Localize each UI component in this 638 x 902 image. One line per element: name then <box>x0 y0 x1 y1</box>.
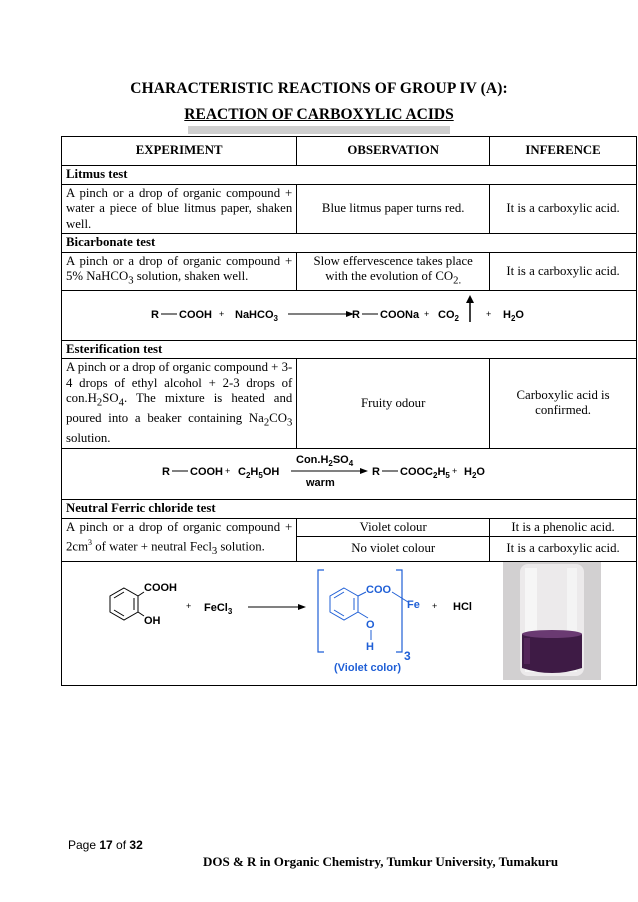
header-experiment: EXPERIMENT <box>62 137 297 166</box>
svg-text:NaHCO3: NaHCO$_3$ <box>235 309 278 324</box>
svg-text:OH: OH <box>144 615 161 628</box>
svg-text:+: + <box>219 309 225 320</box>
esterification-equation <box>62 449 636 495</box>
svg-text:COOH: COOH <box>190 465 223 478</box>
bicarbonate-inference: It is a carboxylic acid. <box>490 252 637 291</box>
ferric-observation-2: No violet colour <box>297 537 490 562</box>
page-number: Page 17 of 32 <box>68 838 143 852</box>
svg-text:COOH: COOH <box>144 582 177 595</box>
section-row-bicarbonate <box>62 234 637 253</box>
svg-text:+: + <box>186 601 192 612</box>
equation-row-3 <box>62 562 637 686</box>
complex-brackets <box>318 570 402 652</box>
svg-text:C2H5OH: $C_2H_5OH$ <box>238 465 280 480</box>
svg-text:O: O <box>366 619 375 632</box>
table-row-litmus <box>62 184 637 234</box>
svg-text:+: + <box>432 601 438 612</box>
svg-text:Fe: Fe <box>407 599 420 612</box>
ferric-inference-2: It is a carboxylic acid. <box>490 537 637 562</box>
section-litmus: Litmus test <box>62 166 637 185</box>
litmus-observation: Blue litmus paper turns red. <box>297 184 490 234</box>
ferric-experiment: A pinch or a drop of organic compound + $2cm^3$ of water + neutral Fecl$_3$ solution. <box>62 518 297 562</box>
svg-text:+: + <box>452 465 458 476</box>
table-row-ferric-1 <box>62 518 637 537</box>
svg-text:+: + <box>424 309 430 320</box>
ferric-observation-1: Violet colour <box>297 518 490 537</box>
bicarbonate-equation <box>62 291 636 335</box>
bicarbonate-observation: Slow effervescence takes place with the evolution of $CO_{2.}$ <box>297 252 490 291</box>
litmus-experiment: A pinch or a drop of organic compound + water a piece of blue litmus paper, shaken well. <box>62 184 297 234</box>
salicylic-acid-structure <box>110 588 144 620</box>
ester-experiment: A pinch or a drop of organic compound + 3-4 drops of ethyl alcohol + 2-3 drops of $con.H_2SO_4$. The mixture is heated and poured into a beaker containing $Na_2CO_3$ solution. <box>62 359 297 449</box>
table-row-bicarbonate <box>62 252 637 291</box>
page-subtitle: REACTION OF CARBOXYLIC ACIDS <box>0 106 638 124</box>
svg-text:COONa: COONa <box>380 309 420 322</box>
test-tube-image <box>503 562 601 680</box>
ferric-inference-1: It is a phenolic acid. <box>490 518 637 537</box>
svg-text:FeCl3: FeCl$_3$ <box>204 602 233 617</box>
svg-text:H: H <box>366 641 374 654</box>
subtitle-highlight <box>188 126 450 134</box>
header-inference: INFERENCE <box>490 137 637 166</box>
section-row-ferric <box>62 500 637 519</box>
svg-text:COOH: COOH <box>179 309 212 322</box>
svg-text:HCl: HCl <box>453 601 472 614</box>
ferric-chloride-equation <box>62 562 636 680</box>
svg-text:R: R <box>151 309 159 322</box>
page-title: CHARACTERISTIC REACTIONS OF GROUP IV (A): <box>130 80 508 97</box>
bicarbonate-experiment: A pinch or a drop of organic compound + 5% NaHCO$_3$ solution, shaken well. <box>62 252 297 291</box>
section-row-litmus <box>62 166 637 185</box>
table-row-ester <box>62 359 637 449</box>
equation-3-cell <box>62 562 637 686</box>
svg-text:3: 3 <box>404 649 411 664</box>
svg-text:CO2: $CO_2$ <box>438 309 459 324</box>
ester-inference: Carboxylic acid is confirmed. <box>490 359 637 449</box>
svg-text:H2O: $H_2O$ <box>503 309 524 324</box>
svg-text:COOC2H5: $COOC_2H_5$ <box>400 465 450 480</box>
svg-text:warm: warm <box>306 476 335 489</box>
equation-row-1 <box>62 291 637 341</box>
header-observation: OBSERVATION <box>297 137 490 166</box>
section-row-ester <box>62 340 637 359</box>
footer-department: DOS & R in Organic Chemistry, Tumkur University, Tumakuru <box>203 854 559 869</box>
svg-text:R: R <box>352 309 360 322</box>
equation-2-cell <box>62 448 637 500</box>
equation-row-2 <box>62 448 637 500</box>
svg-text:Con.H2SO4: $Con.H_2SO_4$ <box>296 453 354 468</box>
svg-text:(Violet color): (Violet color) <box>334 662 402 675</box>
svg-text:+: + <box>225 465 231 476</box>
equation-1-cell <box>62 291 637 341</box>
litmus-inference: It is a carboxylic acid. <box>490 184 637 234</box>
svg-text:R: R <box>162 465 170 478</box>
svg-text:COO: COO <box>366 584 392 597</box>
table-header-row <box>62 137 637 166</box>
section-esterification: Esterification test <box>62 340 637 359</box>
section-bicarbonate: Bicarbonate test <box>62 234 637 253</box>
section-ferric: Neutral Ferric chloride test <box>62 500 637 519</box>
svg-text:H2O: $H_2O$ <box>464 465 485 480</box>
ester-observation: Fruity odour <box>297 359 490 449</box>
reactions-table <box>61 136 637 686</box>
svg-text:+: + <box>486 309 492 320</box>
svg-text:R: R <box>372 465 380 478</box>
